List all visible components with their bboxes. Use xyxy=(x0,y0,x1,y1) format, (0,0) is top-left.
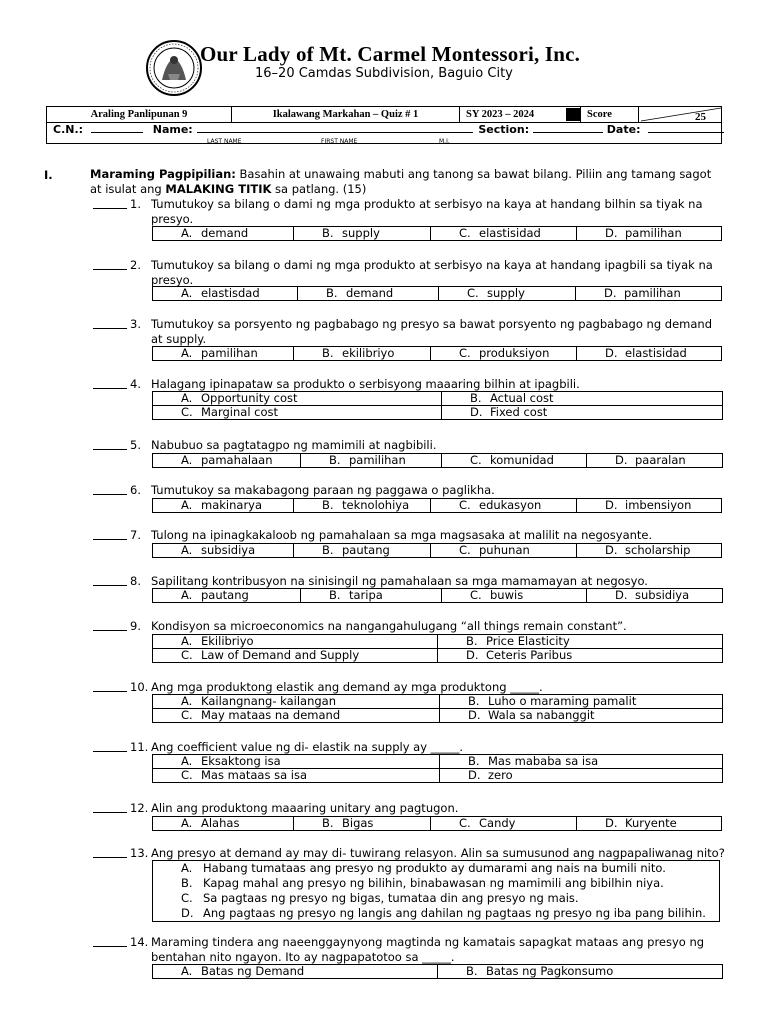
score-slash-icon xyxy=(639,107,723,122)
option-letter: D. xyxy=(605,543,618,557)
options-table xyxy=(152,346,722,361)
option-letter: D. xyxy=(615,453,628,467)
school-name: Our Lady of Mt. Carmel Montessori, Inc. xyxy=(200,42,581,66)
question-text: Maraming tindera ang naeenggaynyong magtinda ng kamatais sapagkat mataas ang presyo ng bentahan nito ngayon. Ito ay nagpapatotoo sa _____. xyxy=(151,935,705,964)
option-text: produksiyon xyxy=(479,346,550,360)
date-field[interactable] xyxy=(648,123,724,133)
option-letter: B. xyxy=(322,346,334,360)
answer-blank[interactable] xyxy=(93,197,127,209)
question-number: 6. xyxy=(130,483,141,497)
answer-blank[interactable] xyxy=(93,740,127,752)
option-cell xyxy=(153,227,294,241)
option-cell xyxy=(577,227,722,241)
options-row xyxy=(153,287,722,301)
option-letter: C. xyxy=(459,498,471,512)
question-text: Alin ang produktong maaaring unitary ang pagtugon. xyxy=(151,801,459,815)
section-instructions xyxy=(90,167,726,197)
option-cell xyxy=(153,817,294,831)
option-letter: B. xyxy=(322,543,334,557)
options-list xyxy=(152,860,720,922)
option-letter: D. xyxy=(181,906,194,920)
option-text: pamilihan xyxy=(349,453,406,467)
options-table xyxy=(152,694,723,723)
option-cell xyxy=(153,406,442,420)
option-letter: D. xyxy=(605,346,618,360)
option-letter: B. xyxy=(466,964,478,978)
option-letter: A. xyxy=(181,286,193,300)
question-text: Tumutukoy sa porsyento ng pagbabago ng presyo sa bawat porsyento ng pagbabago ng demand at supply. xyxy=(151,317,712,346)
school-seal-icon xyxy=(146,40,202,96)
answer-blank[interactable] xyxy=(93,846,127,858)
options-row xyxy=(153,769,723,783)
option-text: supply xyxy=(342,226,380,240)
option-cell xyxy=(431,817,577,831)
options-row xyxy=(153,347,722,361)
option-cell xyxy=(587,454,723,468)
option-letter: D. xyxy=(605,226,618,240)
option-text: Mas mataas sa isa xyxy=(201,768,308,782)
option-letter: A. xyxy=(181,453,193,467)
option-letter: A. xyxy=(181,588,193,602)
school-address: 16–20 Camdas Subdivision, Baguio City xyxy=(255,66,513,81)
option-text: pautang xyxy=(201,588,249,602)
option-cell xyxy=(577,544,722,558)
option-cell xyxy=(442,454,587,468)
option-letter: A. xyxy=(181,754,193,768)
options-table xyxy=(152,754,723,783)
option-letter: B. xyxy=(468,694,480,708)
answer-blank[interactable] xyxy=(93,801,127,813)
option-letter: A. xyxy=(181,346,193,360)
question-number: 2. xyxy=(130,258,141,272)
answer-blank[interactable] xyxy=(93,528,127,540)
question-number: 8. xyxy=(130,574,141,588)
option-text: subsidiya xyxy=(201,543,256,557)
answer-blank[interactable] xyxy=(93,619,127,631)
option-text: elastisidad xyxy=(479,226,541,240)
options-table xyxy=(152,588,723,603)
options-row xyxy=(153,695,723,709)
name-field[interactable] xyxy=(197,123,473,133)
cn-label: C.N.: xyxy=(53,123,84,136)
option-text: Price Elasticity xyxy=(486,634,570,648)
question-text: Ang coefficient value ng di- elastik na supply ay _____. xyxy=(151,740,464,754)
section-number: I. xyxy=(44,168,53,182)
option-cell xyxy=(153,755,440,769)
option-cell xyxy=(442,406,723,420)
option-letter: D. xyxy=(470,405,483,419)
option-text: Eksaktong isa xyxy=(201,754,281,768)
option-letter: B. xyxy=(470,391,482,405)
option-text: edukasyon xyxy=(479,498,542,512)
option-item xyxy=(153,861,719,876)
option-letter: C. xyxy=(459,543,471,557)
option-text: ekilibriyo xyxy=(342,346,395,360)
options-table xyxy=(152,498,722,513)
option-cell xyxy=(440,695,723,709)
option-cell xyxy=(440,709,723,723)
first-name-sublabel: FIRST NAME xyxy=(321,138,358,145)
option-letter: A. xyxy=(181,694,193,708)
question-text: Sapilitang kontribusyon na sinisingil ng pamahalaan sa mga mamamayan at negosyo. xyxy=(151,574,648,588)
question-text: Halagang ipinapataw sa produkto o serbisyong maaaring bilhin at ipagbili. xyxy=(151,377,580,391)
option-cell xyxy=(587,589,723,603)
instructions-text-b: sa patlang. (15) xyxy=(271,182,367,196)
score-box[interactable] xyxy=(638,107,722,122)
options-row xyxy=(153,635,723,649)
option-cell xyxy=(438,965,723,979)
option-cell xyxy=(153,454,301,468)
option-letter: D. xyxy=(615,588,628,602)
answer-blank[interactable] xyxy=(93,680,127,692)
score-total: 25 xyxy=(695,111,706,123)
option-text: zero xyxy=(488,768,513,782)
options-row xyxy=(153,392,723,406)
options-row xyxy=(153,406,723,420)
option-letter: B. xyxy=(322,816,334,830)
option-letter: B. xyxy=(329,453,341,467)
answer-blank[interactable] xyxy=(93,317,127,329)
name-label: Name: xyxy=(152,123,193,136)
option-cell xyxy=(576,287,722,301)
option-cell xyxy=(294,544,431,558)
option-text: Habang tumataas ang presyo ng produkto ay dumarami ang nais na bumili nito. xyxy=(203,861,666,875)
option-cell xyxy=(431,227,577,241)
question-number: 7. xyxy=(130,528,141,542)
option-cell xyxy=(153,635,438,649)
option-letter: A. xyxy=(181,964,193,978)
option-letter: A. xyxy=(181,816,193,830)
options-table xyxy=(152,453,723,468)
option-text: puhunan xyxy=(479,543,530,557)
option-text: scholarship xyxy=(625,543,691,557)
answer-blank[interactable] xyxy=(93,935,127,947)
option-cell xyxy=(294,227,431,241)
option-text: demand xyxy=(346,286,394,300)
option-cell xyxy=(577,817,722,831)
option-letter: C. xyxy=(181,648,193,662)
option-letter: D. xyxy=(468,708,481,722)
options-row xyxy=(153,755,723,769)
option-item xyxy=(153,876,719,891)
option-cell xyxy=(431,499,577,513)
option-cell xyxy=(440,755,723,769)
option-cell xyxy=(438,635,723,649)
option-letter: B. xyxy=(326,286,338,300)
option-letter: D. xyxy=(605,816,618,830)
option-letter: D. xyxy=(468,768,481,782)
option-cell xyxy=(431,347,577,361)
answer-blank[interactable] xyxy=(93,377,127,389)
option-text: May mataas na demand xyxy=(201,708,341,722)
question-number: 14. xyxy=(130,935,149,949)
option-text: elastisdad xyxy=(201,286,260,300)
info-row-1 xyxy=(47,107,721,123)
instructions-bold: MALAKING TITIK xyxy=(165,182,272,196)
option-cell xyxy=(442,392,723,406)
option-text: Wala sa nabanggit xyxy=(488,708,595,722)
option-letter: B. xyxy=(322,498,334,512)
option-text: Batas ng Pagkonsumo xyxy=(486,964,614,978)
options-row xyxy=(153,649,723,663)
options-row xyxy=(153,454,723,468)
section-title: Maraming Pagpipilian: xyxy=(90,167,236,181)
option-letter: B. xyxy=(468,754,480,768)
option-text: demand xyxy=(201,226,249,240)
option-text: pamilihan xyxy=(624,286,681,300)
option-letter: A. xyxy=(181,226,193,240)
options-table xyxy=(152,543,722,558)
option-letter: C. xyxy=(467,286,479,300)
option-text: Ekilibriyo xyxy=(201,634,254,648)
mi-sublabel: M.I. xyxy=(439,138,450,145)
option-letter: A. xyxy=(181,861,193,875)
option-letter: C. xyxy=(181,891,193,905)
option-letter: B. xyxy=(466,634,478,648)
option-cell xyxy=(442,589,587,603)
option-text: Actual cost xyxy=(490,391,554,405)
option-text: supply xyxy=(487,286,525,300)
option-cell xyxy=(153,392,442,406)
option-item xyxy=(153,906,719,921)
option-text: taripa xyxy=(349,588,383,602)
option-text: Kapag mahal ang presyo ng bilihin, binabawasan ng mamimili ang bibilhin niya. xyxy=(203,876,664,890)
info-row-2 xyxy=(53,123,724,136)
options-table xyxy=(152,816,722,831)
question-number: 11. xyxy=(130,740,149,754)
option-text: paaralan xyxy=(635,453,686,467)
option-text: Mas mababa sa isa xyxy=(488,754,599,768)
option-cell xyxy=(153,544,294,558)
option-cell xyxy=(301,589,442,603)
question-number: 10. xyxy=(130,680,149,694)
question-number: 4. xyxy=(130,377,141,391)
options-row xyxy=(153,544,722,558)
last-name-sublabel: LAST NAME xyxy=(207,138,242,145)
score-label: Score xyxy=(580,107,638,122)
answer-blank[interactable] xyxy=(93,574,127,586)
option-text: pamilihan xyxy=(625,226,682,240)
question-text: Tulong na ipinagkakaloob ng pamahalaan sa mga magsasaka at malilit na negosyante. xyxy=(151,528,653,542)
question-text: Ang presyo at demand ay may di- tuwirang relasyon. Alin sa sumusunod ang nagpapaliwanag nito? xyxy=(151,846,725,860)
option-text: Sa pagtaas ng presyo ng bigas, tumataa din ang presyo ng mais. xyxy=(203,891,579,905)
question-text: Ang mga produktong elastik ang demand ay mga produktong _____. xyxy=(151,680,543,694)
date-label: Date: xyxy=(606,123,641,136)
options-row xyxy=(153,817,722,831)
option-item xyxy=(153,891,719,906)
option-cell xyxy=(153,965,438,979)
black-block xyxy=(566,108,580,121)
question-number: 3. xyxy=(130,317,141,331)
option-letter: C. xyxy=(470,588,482,602)
option-cell xyxy=(298,287,439,301)
question-number: 5. xyxy=(130,438,141,452)
option-letter: C. xyxy=(470,453,482,467)
option-cell xyxy=(153,287,298,301)
question-number: 12. xyxy=(130,801,149,815)
option-letter: C. xyxy=(459,816,471,830)
answer-blank[interactable] xyxy=(93,483,127,495)
option-letter: A. xyxy=(181,543,193,557)
options-row xyxy=(153,227,722,241)
option-cell xyxy=(301,454,442,468)
option-cell xyxy=(431,544,577,558)
option-cell xyxy=(153,499,294,513)
question-number: 13. xyxy=(130,846,149,860)
options-row xyxy=(153,499,722,513)
option-letter: C. xyxy=(181,768,193,782)
question-text: Nabubuo sa pagtatagpo ng mamimili at nagbibili. xyxy=(151,438,437,452)
option-letter: A. xyxy=(181,498,193,512)
options-table xyxy=(152,964,723,979)
option-text: pautang xyxy=(342,543,390,557)
options-row xyxy=(153,965,723,979)
instructions-text-a: Basahin at unawaing mabuti ang tanong sa bawat bilang. Piliin ang tamang sagot at isulat ang xyxy=(90,167,712,196)
option-text: Fixed cost xyxy=(490,405,548,419)
option-letter: C. xyxy=(459,226,471,240)
options-table xyxy=(152,226,722,241)
option-cell xyxy=(153,589,301,603)
option-text: komunidad xyxy=(490,453,554,467)
option-letter: B. xyxy=(322,226,334,240)
option-letter: D. xyxy=(605,498,618,512)
option-text: Opportunity cost xyxy=(201,391,298,405)
option-letter: A. xyxy=(181,634,193,648)
option-cell xyxy=(577,347,722,361)
options-row xyxy=(153,589,723,603)
options-table xyxy=(152,391,723,420)
option-cell xyxy=(440,769,723,783)
question-text: Tumutukoy sa bilang o dami ng mga produkto at serbisyo na kaya at handang bilhin sa tiyak na presyo. xyxy=(151,197,703,226)
option-text: Candy xyxy=(479,816,516,830)
option-cell xyxy=(438,649,723,663)
option-cell xyxy=(153,695,440,709)
option-cell xyxy=(153,649,438,663)
question-text: Kondisyon sa microeconomics na nangangahulugang “all things remain constant”. xyxy=(151,619,627,633)
option-cell xyxy=(294,817,431,831)
option-cell xyxy=(153,347,294,361)
section-field[interactable] xyxy=(533,123,603,133)
option-text: Batas ng Demand xyxy=(201,964,305,978)
section-label: Section: xyxy=(478,123,530,136)
option-cell xyxy=(294,499,431,513)
question-text: Tumutukoy sa bilang o dami ng mga produkto at serbisyo na kaya at handang ipagbili sa tiyak na presyo. xyxy=(151,258,713,287)
options-table xyxy=(152,286,722,301)
option-text: pamahalaan xyxy=(201,453,273,467)
question-text: Tumutukoy sa makabagong paraan ng paggawa o paglikha. xyxy=(151,483,495,497)
question-number: 9. xyxy=(130,619,141,633)
answer-blank[interactable] xyxy=(93,438,127,450)
option-cell xyxy=(294,347,431,361)
option-text: Alahas xyxy=(201,816,240,830)
option-letter: C. xyxy=(181,708,193,722)
option-text: Kuryente xyxy=(625,816,677,830)
subject-label: Araling Panlipunan 9 xyxy=(90,109,188,120)
option-text: Marginal cost xyxy=(201,405,279,419)
option-text: elastisidad xyxy=(625,346,687,360)
options-row xyxy=(153,709,723,723)
cn-field[interactable] xyxy=(91,123,143,133)
option-text: makinarya xyxy=(201,498,263,512)
option-letter: B. xyxy=(329,588,341,602)
answer-blank[interactable] xyxy=(93,258,127,270)
option-text: imbensiyon xyxy=(625,498,692,512)
quarter-label: Ikalawang Markahan – Quiz # 1 xyxy=(231,107,459,122)
option-cell xyxy=(577,499,722,513)
option-text: Bigas xyxy=(342,816,374,830)
option-text: teknolohiya xyxy=(342,498,410,512)
option-cell xyxy=(153,709,440,723)
option-cell xyxy=(153,769,440,783)
option-text: Ang pagtaas ng presyo ng langis ang dahilan ng pagtaas ng presyo ng iba pang bilihin. xyxy=(203,906,706,920)
option-text: Law of Demand and Supply xyxy=(201,648,360,662)
option-cell xyxy=(439,287,576,301)
student-info-box xyxy=(46,106,722,144)
option-letter: C. xyxy=(459,346,471,360)
option-letter: D. xyxy=(604,286,617,300)
option-letter: B. xyxy=(181,876,193,890)
options-table xyxy=(152,634,723,663)
option-text: Ceteris Paribus xyxy=(486,648,573,662)
option-text: buwis xyxy=(490,588,524,602)
option-text: subsidiya xyxy=(635,588,690,602)
option-letter: C. xyxy=(181,405,193,419)
question-number: 1. xyxy=(130,197,141,211)
option-letter: D. xyxy=(466,648,479,662)
school-year-label: SY 2023 – 2024 xyxy=(459,107,566,122)
option-letter: A. xyxy=(181,391,193,405)
option-text: Luho o maraming pamalit xyxy=(488,694,637,708)
option-text: pamilihan xyxy=(201,346,258,360)
option-text: Kailangnang- kailangan xyxy=(201,694,337,708)
